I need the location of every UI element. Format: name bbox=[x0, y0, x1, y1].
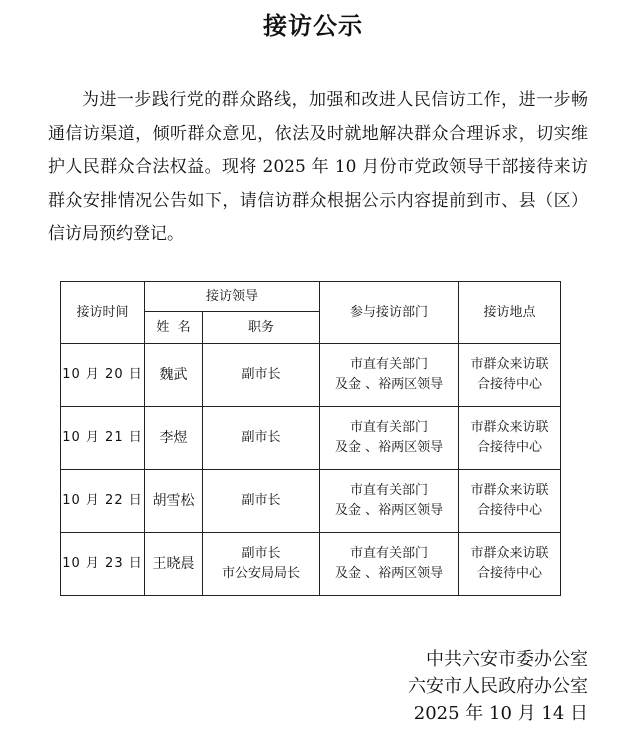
leader-position bbox=[203, 533, 320, 596]
issue-date: 2025 年 10 月 14 日 bbox=[413, 703, 588, 724]
dept-line: 及金 、裕两区领导 bbox=[334, 440, 444, 455]
position-line: 副市长 bbox=[241, 430, 281, 445]
reception-location bbox=[459, 533, 561, 596]
table-row bbox=[61, 470, 561, 533]
reception-date: 10 月 21 日 bbox=[61, 407, 145, 470]
dept-line: 市直有关部门 bbox=[350, 546, 429, 561]
table-row bbox=[61, 533, 561, 596]
location-line: 合接待中心 bbox=[477, 377, 543, 392]
issuing-org-party: 中共六安市委办公室 bbox=[426, 649, 588, 670]
reception-date: 10 月 23 日 bbox=[61, 533, 145, 596]
position-line: 副市长 bbox=[241, 367, 281, 382]
header-name: 姓 名 bbox=[145, 312, 203, 344]
header-time: 接访时间 bbox=[61, 282, 145, 344]
leader-name: 胡雪松 bbox=[145, 470, 203, 533]
participating-departments bbox=[320, 470, 459, 533]
dept-line: 及金 、裕两区领导 bbox=[334, 377, 444, 392]
location-line: 市群众来访联 bbox=[470, 483, 549, 498]
participating-departments bbox=[320, 407, 459, 470]
dept-line: 市直有关部门 bbox=[350, 420, 429, 435]
leader-name: 魏武 bbox=[145, 344, 203, 407]
reception-location bbox=[459, 344, 561, 407]
page-title: 接访公示 bbox=[263, 12, 363, 40]
signature-block bbox=[408, 646, 588, 727]
reception-date: 10 月 22 日 bbox=[61, 470, 145, 533]
location-line: 合接待中心 bbox=[477, 440, 543, 455]
position-line: 市公安局局长 bbox=[222, 566, 301, 581]
participating-departments bbox=[320, 533, 459, 596]
location-line: 市群众来访联 bbox=[470, 357, 549, 372]
position-line: 副市长 bbox=[241, 546, 281, 561]
header-position: 职务 bbox=[203, 312, 320, 344]
reception-location bbox=[459, 407, 561, 470]
leader-name: 李煜 bbox=[145, 407, 203, 470]
leader-name: 王晓晨 bbox=[145, 533, 203, 596]
table-row bbox=[61, 407, 561, 470]
issuing-org-government: 六安市人民政府办公室 bbox=[408, 676, 588, 697]
header-leader: 接访领导 bbox=[145, 282, 320, 312]
leader-position bbox=[203, 470, 320, 533]
leader-position bbox=[203, 407, 320, 470]
dept-line: 市直有关部门 bbox=[350, 483, 429, 498]
location-line: 合接待中心 bbox=[477, 566, 543, 581]
header-location: 接访地点 bbox=[459, 282, 561, 344]
location-line: 合接待中心 bbox=[477, 503, 543, 518]
announcement-body: 为进一步践行党的群众路线，加强和改进人民信访工作，进一步畅通信访渠道，倾听群众意见，依法及时就地解决群众合理诉求，切实维护人民群众合法权益。现将 2025 年 10 月份市党政领导干部接待来访群众安排情况公告如下，请信访群众根据公示内容提前到市、县（区）信访局预约登记。 bbox=[48, 90, 588, 244]
location-line: 市群众来访联 bbox=[470, 420, 549, 435]
participating-departments bbox=[320, 344, 459, 407]
reception-date: 10 月 20 日 bbox=[61, 344, 145, 407]
position-line: 副市长 bbox=[241, 493, 281, 508]
leader-position bbox=[203, 344, 320, 407]
reception-location bbox=[459, 470, 561, 533]
dept-line: 及金 、裕两区领导 bbox=[334, 566, 444, 581]
table-header-row bbox=[61, 282, 561, 312]
reception-schedule-table bbox=[60, 281, 561, 596]
location-line: 市群众来访联 bbox=[470, 546, 549, 561]
table-row bbox=[61, 344, 561, 407]
header-departments: 参与接访部门 bbox=[320, 282, 459, 344]
dept-line: 市直有关部门 bbox=[350, 357, 429, 372]
dept-line: 及金 、裕两区领导 bbox=[334, 503, 444, 518]
